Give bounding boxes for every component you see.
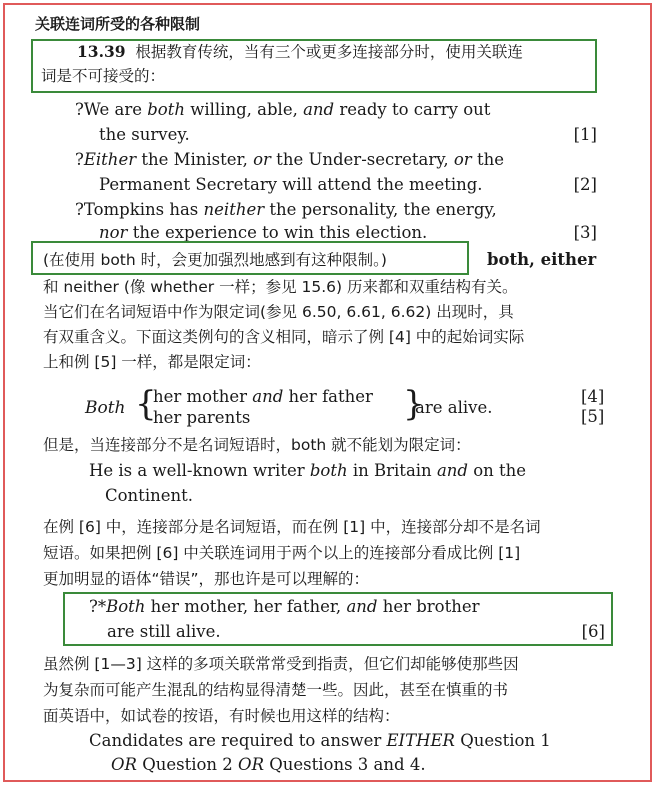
paragraph-number: 13.39 (77, 42, 126, 61)
question-mark: ? (75, 150, 84, 169)
example-number-4: [4] (581, 387, 605, 406)
intro-line-2: 词是不可接受的： (41, 67, 166, 85)
question-mark: ? (75, 200, 84, 219)
paragraph-3-line-3: 更加明显的语体“错误”，那也许是可以理解的： (43, 570, 370, 588)
section-heading: 关联连词所受的各种限制 (35, 15, 201, 33)
question-mark: ? (75, 100, 84, 119)
left-brace-icon: { (135, 384, 157, 424)
example-4-5-tail: are alive. (415, 398, 493, 417)
paragraph-1-line-4: 有双重含义。下面这类例句的含义相同，暗示了例 [4] 中的起始词实际 (43, 328, 525, 346)
example-exam-line-1: Candidates are required to answer EITHER Question 1 (89, 731, 551, 750)
example-3-line-2: nor the experience to win this election. [3] (99, 223, 597, 242)
example-6-line-1: ?*Both her mother, her father, and her brother (89, 597, 480, 616)
paragraph-1-note: (在使用 both 时，会更加强烈地感到有这种限制。) (43, 251, 387, 269)
example-5-phrase: her parents (153, 408, 251, 427)
example-continent-line-1: He is a well-known writer both in Britain and on the (89, 461, 527, 480)
example-number-6: [6] (581, 622, 605, 641)
highlight-box-example-6 (63, 592, 613, 646)
example-number-5: [5] (581, 407, 605, 426)
paragraph-4-line-3: 面英语中，如试卷的按语，有时候也用这样的结构： (43, 707, 400, 725)
example-number-3: [3] (573, 223, 597, 242)
paragraph-3-line-2: 短语。如果把例 [6] 中关联连词用于两个以上的连接部分看成比例 [1] (43, 544, 521, 562)
paragraph-2: 但是，当连接部分不是名词短语时，both 就不能划为限定词： (43, 436, 471, 454)
question-star-mark: ?* (89, 597, 107, 616)
example-1-line-1: ?We are both willing, able, and ready to carry out (75, 100, 491, 119)
right-brace-icon: } (403, 384, 425, 424)
paragraph-1-line-2: 和 neither (像 whether 一样；参见 15.6) 历来都和双重结构有关。 (43, 278, 518, 296)
highlight-box-intro (31, 39, 597, 93)
example-number-1: [1] (573, 125, 597, 144)
paragraph-4-line-2: 为复杂而可能产生混乱的结构显得清楚一些。因此，甚至在慎重的书 (43, 681, 509, 699)
example-exam-line-2: OR Question 2 OR Questions 3 and 4. (111, 755, 426, 774)
example-number-2: [2] (573, 175, 597, 194)
paragraph-1-line-3: 当它们在名词短语中作为限定词(参见 6.50, 6.61, 6.62) 出现时，具 (43, 303, 514, 321)
paragraph-4-line-1: 虽然例 [1—3] 这样的多项关联常常受到指责，但它们却能够使那些因 (43, 655, 519, 673)
paragraph-1-rest: both, either (487, 250, 597, 269)
example-1-line-2: the survey. [1] (99, 125, 597, 144)
document-page (3, 3, 652, 782)
example-2-line-1: ?Either the Minister, or the Under-secretary, or the (75, 150, 504, 169)
highlight-box-note (31, 241, 469, 275)
example-2-line-2: Permanent Secretary will attend the meeting. [2] (99, 175, 597, 194)
intro-text-1: 根据教育传统，当有三个或更多连接部分时，使用关联连 (135, 43, 523, 61)
paragraph-3-line-1: 在例 [6] 中，连接部分是名词短语，而在例 [1] 中，连接部分却不是名词 (43, 518, 541, 536)
example-6-line-2: are still alive. [6] (107, 622, 605, 641)
example-4-phrase: her mother and her father (153, 387, 373, 406)
paragraph-1-line-5: 上和例 [5] 一样，都是限定词： (43, 353, 261, 371)
example-continent-line-2: Continent. (105, 486, 193, 505)
example-3-line-1: ?Tompkins has neither the personality, the energy, (75, 200, 497, 219)
example-4-5-both: Both (85, 398, 126, 418)
